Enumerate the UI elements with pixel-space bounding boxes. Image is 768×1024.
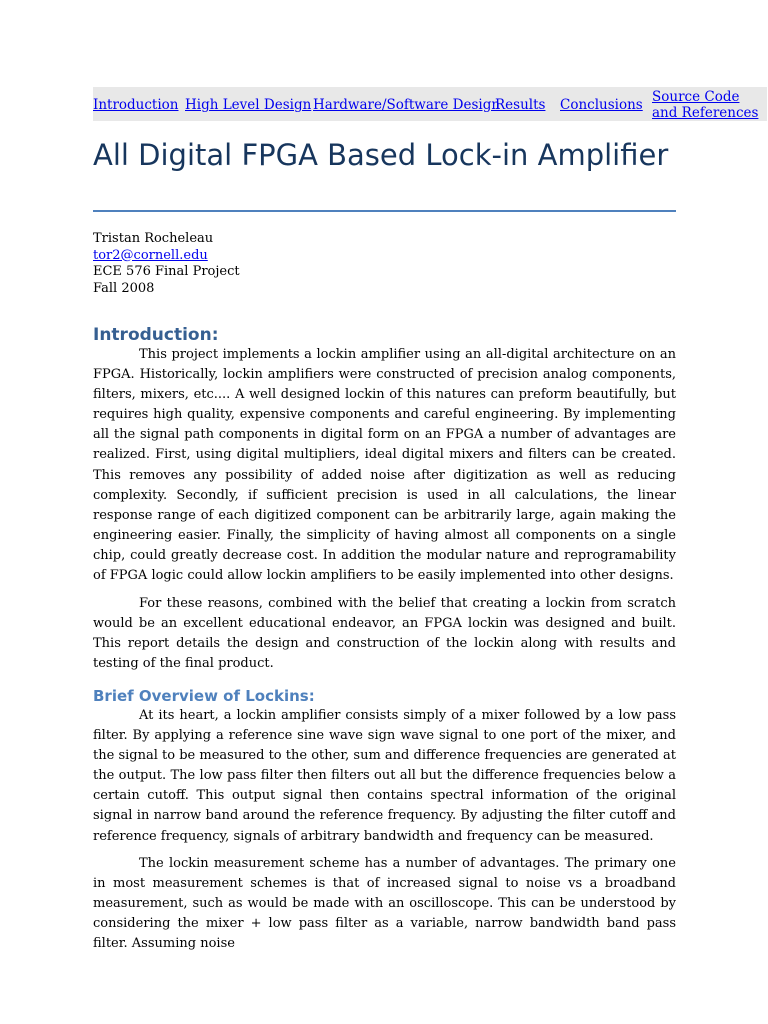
author-block [93, 231, 240, 297]
nav-link-high-level-design[interactable]: High Level Design [185, 97, 312, 113]
title-divider [93, 210, 676, 212]
nav-link-hardware-software-design[interactable]: Hardware/Software Design [313, 97, 501, 113]
course-name: ECE 576 Final Project [93, 264, 240, 279]
introduction-paragraph-1: This project implements a lockin amplifier using an all-digital architecture on an FPGA. Historically, lockin amplifiers were constructed of precision analog components, filters, mixers, etc.... A well designed lockin of this natures can preform beautifully, but requires high quality, expensive components and careful engineering. By implementing all the signal path components in digital form on an FPGA a number of advantages are realized. First, using digital multipliers, ideal digital mixers and filters can be created. This removes any possibility of added noise after digitization as well as reducing complexity. Secondly, if sufficient precision is used in all calculations, the linear response range of each digitized component can be arbitrarily large, again making the engineering easier. Finally, the simplicity of having almost all components on a single chip, could greatly decrease cost. In addition the modular nature and reprogramability of FPGA logic could allow lockin amplifiers to be easily implemented into other designs. [93, 347, 676, 584]
page-title: All Digital FPGA Based Lock-in Amplifier [93, 138, 669, 172]
nav-link-conclusions[interactable]: Conclusions [560, 97, 643, 113]
brief-overview-heading: Brief Overview of Lockins: [93, 687, 315, 705]
introduction-paragraph-2: For these reasons, combined with the belief that creating a lockin from scratch would be an excellent educational endeavor, an FPGA lockin was designed and built. This report details the design and construction of the lockin along with results and testing of the final product. [93, 596, 676, 672]
introduction-heading: Introduction: [93, 325, 219, 345]
nav-link-source-code-references[interactable]: Source Code and References [652, 89, 759, 121]
author-email-link[interactable]: tor2@cornell.edu [93, 247, 208, 263]
author-name: Tristan Rocheleau [93, 231, 214, 246]
brief-overview-paragraph-1: At its heart, a lockin amplifier consists simply of a mixer followed by a low pass filter. By applying a reference sine wave sign wave signal to one port of the mixer, and the signal to be measured to the other, sum and difference frequencies are generated at the output. The low pass filter then filters out all but the difference frequencies below a certain cutoff. This output signal then contains spectral information of the original signal in narrow band around the reference frequency. By adjusting the filter cutoff and reference frequency, signals of arbitrary bandwidth and frequency can be measured. [93, 708, 676, 844]
nav-link-introduction[interactable]: Introduction [93, 97, 179, 113]
term: Fall 2008 [93, 280, 155, 296]
brief-overview-paragraph-2: The lockin measurement scheme has a number of advantages. The primary one in most measurement schemes is that of increased signal to noise vs a broadband measurement, such as would be made with an oscilloscope. This can be understood by considering the mixer + low pass filter as a variable, narrow bandwidth band pass filter. Assuming noise [93, 856, 676, 952]
nav-link-results[interactable]: Results [495, 97, 546, 113]
